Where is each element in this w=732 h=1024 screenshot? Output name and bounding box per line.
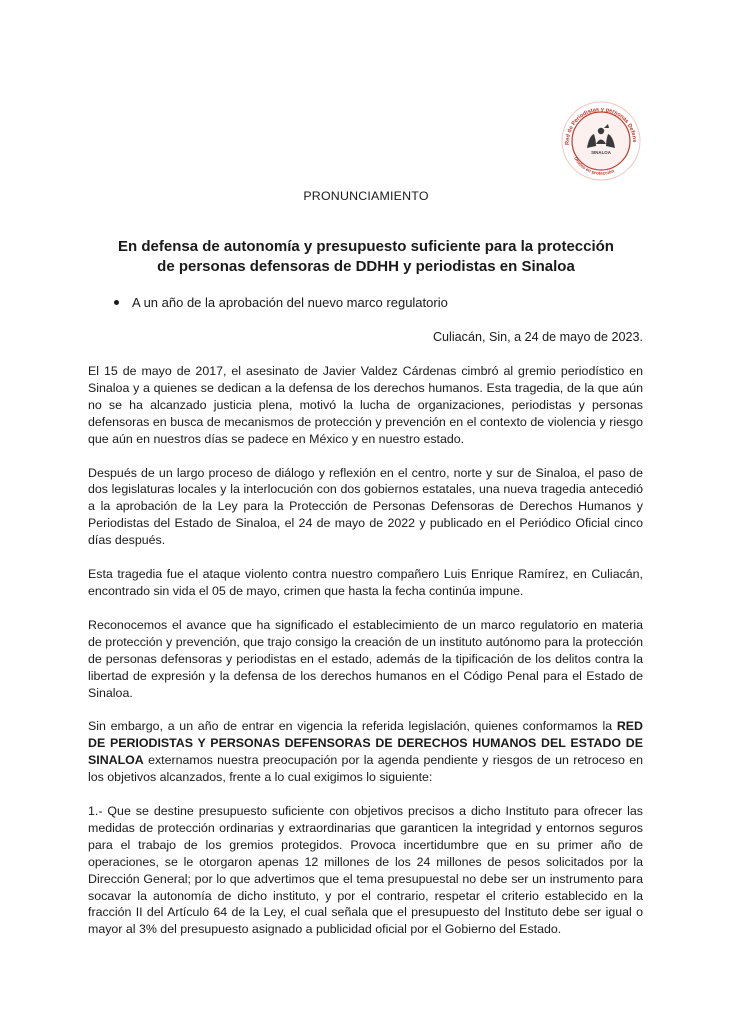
document-title xyxy=(96,237,636,277)
logo-bottom-text: Unidos en protección xyxy=(573,155,615,176)
paragraph-2: Después de un largo proceso de diálogo y reflexión en el centro, norte y sur de Sinaloa, el paso de dos legislaturas locales y la interlocución con dos gobiernos estatales, una nueva tragedia antecedió a la aprobación de la Ley para la Protección de Personas Defensoras de Derechos Humanos y Periodistas del Estado de Sinaloa, el 24 de mayo de 2022 y publicado en el Periódico Oficial cinco días después. xyxy=(88,465,643,548)
bullet-item xyxy=(114,295,448,310)
title-line-1: En defensa de autonomía y presupuesto suficiente para la protección xyxy=(118,238,614,255)
paragraph-6: 1.- Que se destine presupuesto suficiente con objetivos precisos a dicho Instituto para ofrecer las medidas de protección ordinarias y extraordinarias que garanticen la integridad y entornos seguros para el trabajo de los gremios protegidos. Provoca incertidumbre que en su primer año de operaciones, se le otorgaron apenas 12 millones de los 24 millones de pesos solicitados por la Dirección General; por lo que advertimos que el tema presupuestal no debe ser un instrumento para socavar la autonomía de dicho instituto, y por el contrario, respetar el criterio establecido en la fracción II del Artículo 64 de la Ley, el cual señala que el presupuesto del Instituto debe ser igual o mayor al 3% del presupuesto asignado a publicidad oficial por el Gobierno del Estado. xyxy=(88,804,643,937)
logo-top-text: Red de Periodistas y personas Defens xyxy=(564,106,638,146)
organization-name: RED DE PERIODISTAS Y PERSONAS DEFENSORAS DE DERECHOS HUMANOS DEL ESTADO DE SINALOA xyxy=(88,719,643,768)
paragraph-1: El 15 de mayo de 2017, el asesinato de Javier Valdez Cárdenas cimbró al gremio periodístico en Sinaloa y a quienes se dedican a la defensa de los derechos humanos. Esta tragedia, de la que aún no se ha alcanzado justicia plena, motivó la lucha de organizaciones, periodistas y personas defensoras en busca de mecanismos de protección y prevención en el contexto de violencia y riesgo que aún en nuestros días se padece en México y en nuestro estado. xyxy=(88,364,643,446)
logo-center-text: SINALOA xyxy=(591,150,611,155)
paragraph-5-end: externamos nuestra preocupación por la agenda pendiente y riesgos de un retroceso en los objetivos alcanzados, frente a lo cual exigimos lo siguiente: xyxy=(88,753,643,785)
organization-logo xyxy=(560,100,642,182)
place-date: Culiacán, Sin, a 24 de mayo de 2023. xyxy=(432,330,643,344)
paragraph-4: Reconocemos el avance que ha significado el establecimiento de un marco regulatorio en materia de protección y prevención, que trajo consigo la creación de un instituto autónomo para la protección de personas defensoras y periodistas en el estado, además de la tipificación de los delitos contra la libertad de expresión y la defensa de los derechos humanos en el Código Penal para el Estado de Sinaloa. xyxy=(88,617,643,700)
paragraph-3: Esta tragedia fue el ataque violento contra nuestro compañero Luis Enrique Ramírez, en Culiacán, encontrado sin vida el 05 de mayo, crimen que hasta la fecha continúa impune. xyxy=(88,567,643,598)
paragraph-5 xyxy=(88,718,643,786)
document-heading: PRONUNCIAMIENTO xyxy=(303,189,429,203)
paragraph-5-start: Sin embargo, a un año de entrar en vigencia la referida legislación, quienes conformamos la xyxy=(88,719,617,734)
logo-emblem-icon xyxy=(560,100,642,182)
title-line-2: de personas defensoras de DDHH y periodistas en Sinaloa xyxy=(157,258,575,275)
bullet-dot-icon xyxy=(114,300,119,305)
bullet-text: A un año de la aprobación del nuevo marco regulatorio xyxy=(132,295,448,310)
document-body xyxy=(88,363,643,955)
